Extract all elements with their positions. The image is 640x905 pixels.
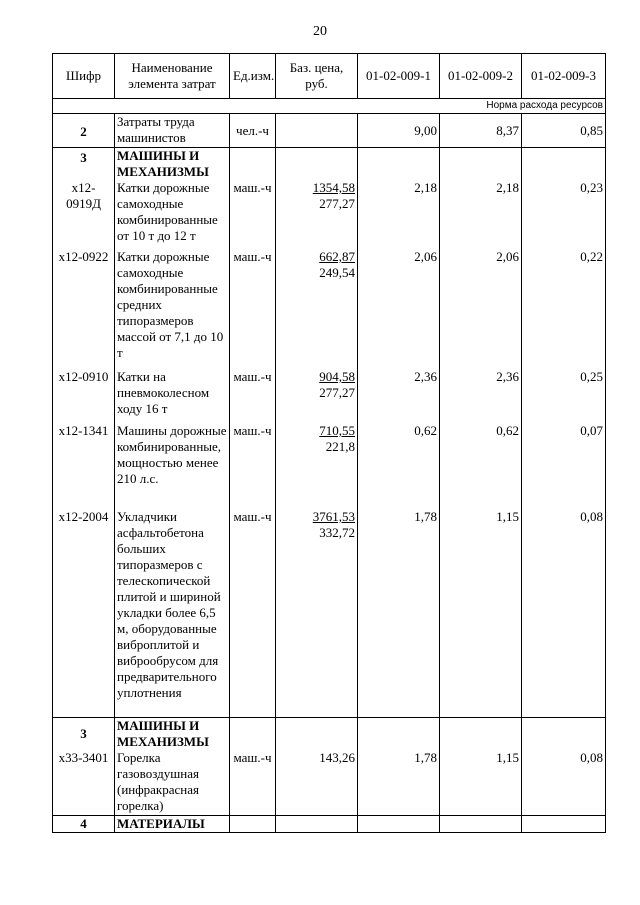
row-name: Катки дорожные самоходные комбинированные от 10 т до 12 т <box>115 180 230 249</box>
row-unit: маш.-ч <box>230 369 276 423</box>
price-bottom: 277,27 <box>319 196 355 211</box>
price-bottom: 332,72 <box>319 525 355 540</box>
row-code: х12-0922 <box>53 249 115 369</box>
row-v3: 0,22 <box>522 249 606 369</box>
section-title: МАШИНЫ И МЕХАНИЗМЫ <box>115 717 230 750</box>
section-number: 3 <box>53 717 115 750</box>
table-row <box>53 180 606 249</box>
price-top: 1354,58 <box>312 180 355 195</box>
row-name: Горелка газовоздушная (инфракрасная горелка) <box>115 750 230 816</box>
table-row <box>53 423 606 509</box>
row-price <box>276 180 358 249</box>
row-v3: 0,07 <box>522 423 606 509</box>
section-number: 3 <box>53 148 115 181</box>
row-v2: 0,62 <box>440 423 522 509</box>
header-price: Баз. цена, руб. <box>276 54 358 99</box>
row-code: х12-2004 <box>53 509 115 717</box>
price-top: 904,58 <box>319 369 355 384</box>
header-col3: 01-02-009-3 <box>522 54 606 99</box>
page-number: 20 <box>313 24 327 39</box>
row-unit: маш.-ч <box>230 423 276 509</box>
row-v2: 1,15 <box>440 509 522 717</box>
row-code: х12-0910 <box>53 369 115 423</box>
section-header-row <box>53 148 606 181</box>
row-v3: 0,85 <box>522 114 606 148</box>
row-name: Катки на пневмоколесном ходу 16 т <box>115 369 230 423</box>
row-unit: маш.-ч <box>230 180 276 249</box>
price-top: 662,87 <box>319 249 355 264</box>
norma-label: Норма расхода ресурсов <box>53 99 606 114</box>
row-price <box>276 423 358 509</box>
row-unit: маш.-ч <box>230 249 276 369</box>
row-price: 143,26 <box>276 750 358 816</box>
table-row <box>53 369 606 423</box>
price-bottom: 249,54 <box>319 265 355 280</box>
header-col2: 01-02-009-2 <box>440 54 522 99</box>
section-header-row <box>53 816 606 833</box>
table-row <box>53 509 606 717</box>
header-name: Наименование элемента затрат <box>115 54 230 99</box>
row-name: Укладчики асфальтобетона больших типоразмеров с телескопической плитой и шириной укладки более 6,5 м, оборудованные виброплитой и виброобрусом для предварительного уплотнения <box>115 509 230 717</box>
row-v3: 0,25 <box>522 369 606 423</box>
price-top: 3761,53 <box>312 509 355 524</box>
row-price <box>276 249 358 369</box>
row-v1: 2,36 <box>358 369 440 423</box>
row-price <box>276 114 358 148</box>
row-v1: 2,18 <box>358 180 440 249</box>
row-v3: 0,23 <box>522 180 606 249</box>
row-unit: маш.-ч <box>230 750 276 816</box>
row-code: х12-0919Д <box>53 180 115 249</box>
row-v1: 2,06 <box>358 249 440 369</box>
header-col1: 01-02-009-1 <box>358 54 440 99</box>
row-v3: 0,08 <box>522 750 606 816</box>
section-number: 4 <box>53 816 115 833</box>
section-title: МАТЕРИАЛЫ <box>115 816 230 833</box>
row-v1: 9,00 <box>358 114 440 148</box>
row-v2: 2,18 <box>440 180 522 249</box>
row-code: х33-3401 <box>53 750 115 816</box>
row-v1: 0,62 <box>358 423 440 509</box>
row-name: Затраты труда машинистов <box>115 114 230 148</box>
resource-norms-table <box>52 53 606 833</box>
row-v1: 1,78 <box>358 750 440 816</box>
row-name: Машины дорожные комбинированные, мощностью менее 210 л.с. <box>115 423 230 509</box>
row-price <box>276 509 358 717</box>
table-row <box>53 750 606 816</box>
price-top: 710,55 <box>319 423 355 438</box>
row-name: Катки дорожные самоходные комбинированные средних типоразмеров массой от 7,1 до 10 т <box>115 249 230 369</box>
price-bottom: 221,8 <box>325 439 355 454</box>
row-v2: 2,36 <box>440 369 522 423</box>
table-row <box>53 114 606 148</box>
row-v2: 1,15 <box>440 750 522 816</box>
row-v1: 1,78 <box>358 509 440 717</box>
row-code: х12-1341 <box>53 423 115 509</box>
header-unit: Ед.изм. <box>230 54 276 99</box>
row-v2: 2,06 <box>440 249 522 369</box>
section-header-row <box>53 717 606 750</box>
norma-row <box>53 99 606 114</box>
row-unit: маш.-ч <box>230 509 276 717</box>
row-code: 2 <box>53 114 115 148</box>
row-v3: 0,08 <box>522 509 606 717</box>
table-header-row <box>53 54 606 99</box>
table-row <box>53 249 606 369</box>
header-code: Шифр <box>53 54 115 99</box>
row-unit: чел.-ч <box>230 114 276 148</box>
row-v2: 8,37 <box>440 114 522 148</box>
section-title: МАШИНЫ И МЕХАНИЗМЫ <box>115 148 230 181</box>
price-bottom: 277,27 <box>319 385 355 400</box>
row-price <box>276 369 358 423</box>
